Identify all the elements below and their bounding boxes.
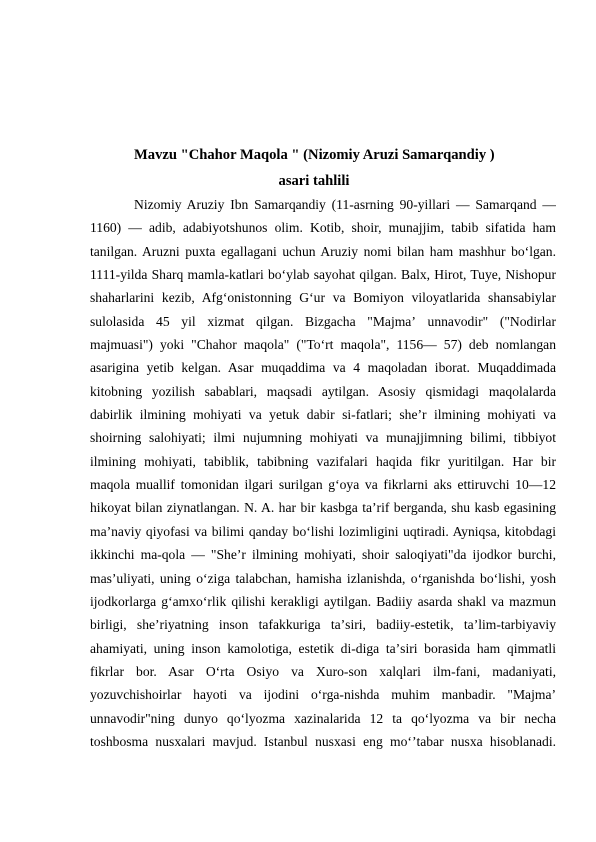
text-line: kitobning yozilish sabablari, maqsadi aytilgan. Asosiy qismidagi maqolalarda bbox=[90, 383, 556, 399]
text-line: maʼnaviy qiyofasi va bilimi qanday boʻlishi lozimligini uqtiradi. Ayniqsa, kitobdagi bbox=[90, 523, 556, 539]
text-line: ijodkorlarga gʻamxoʻrlik qilishi kerakligi aytilgan. Badiiy asarda shakl va mazmun bbox=[90, 593, 556, 609]
text-line: ilmining mohiyati, tabiblik, tabibning vazifalari haqida fikr yuritilgan. Har bir bbox=[90, 453, 556, 469]
text-line: asarigina yetib kelgan. Asar muqaddima va 4 maqoladan iborat. Muqaddimada bbox=[90, 360, 556, 376]
text-line: yozuvchishoirlar hayoti va ijodini oʻrga-nishda muhim manbadir. "Majmaʼ bbox=[90, 687, 556, 703]
text-line: 1111-yilda Sharq mamla-katlari boʻylab sayohat qilgan. Balx, Hirot, Tuye, Nishopur bbox=[90, 267, 556, 283]
text-line: dabirlik ilmining mohiyati va yetuk dabir si-fatlari; sheʼr ilmining mohiyati va bbox=[90, 407, 556, 423]
text-line: 1160) — adib, adabiyotshunos olim. Kotib, shoir, munajjim, tabib sifatida ham bbox=[90, 220, 556, 236]
text-line: shoirning salohiyati; ilmi nujumning mohiyati va munajjimning bilimi, tibbiyot bbox=[90, 430, 556, 446]
text-line: ikkinchi ma-qola — "Sheʼr ilmining mohiyati, shoir saloqiyati"da ijodkor burchi, bbox=[90, 547, 556, 563]
text-line: ahamiyati, uning inson kamolotiga, estetik di-diga taʼsiri borasida ham qimmatli bbox=[90, 640, 556, 656]
text-line: majmuasi") yoki "Chahor maqola" ("Toʻrt maqola", 1156— 57) deb nomlangan bbox=[90, 337, 556, 353]
document-title: Mavzu "Chahor Maqola " (Nizomiy Aruzi Samarqandiy ) bbox=[134, 147, 495, 163]
text-line: maqola muallif tomonidan ilgari surilgan gʻoya va fikrlarni aks ettiruvchi 10—12 bbox=[90, 477, 556, 493]
text-line: unnavodir"ning dunyo qoʻlyozma xazinalarida 12 ta qoʻlyozma va bir necha bbox=[90, 710, 556, 726]
text-line: masʼuliyati, uning oʻziga talabchan, hamisha izlanishda, oʻrganishda boʻlishi, yosh bbox=[90, 570, 556, 586]
text-line: Nizomiy Aruziy Ibn Samarqandiy (11-asrning 90-yillari — Samarqand — bbox=[134, 197, 556, 212]
document-subtitle: asari tahlili bbox=[278, 173, 350, 189]
text-line: tanilgan. Aruzni puxta egallagani uchun Aruziy nomi bilan ham mashhur boʻlgan. bbox=[90, 243, 556, 259]
text-line: shaharlarini kezib, Afgʻonistonning Gʻur va Bomiyon viloyatlarida shansabiylar bbox=[90, 290, 556, 306]
text-line: birligi, sheʼriyatning inson tafakkuriga taʼsiri, badiiy-estetik, taʼlim-tarbiyaviy bbox=[90, 617, 556, 633]
text-line: fikrlar bor. Asar Oʻrta Osiyo va Xuro-son xalqlari ilm-fani, madaniyati, bbox=[90, 663, 556, 679]
text-line: sulolasida 45 yil xizmat qilgan. Bizgacha "Majmaʼ unnavodir" ("Nodirlar bbox=[90, 313, 556, 329]
body-paragraph bbox=[90, 193, 556, 753]
text-line: hikoyat bilan ziynatlangan. N. A. har bir kasbga taʼrif berganda, shu kasb egasining bbox=[90, 500, 556, 516]
text-line: toshbosma nusxalari mavjud. Istanbul nusxasi eng moʻʼtabar nusxa hisoblanadi. bbox=[90, 733, 556, 749]
